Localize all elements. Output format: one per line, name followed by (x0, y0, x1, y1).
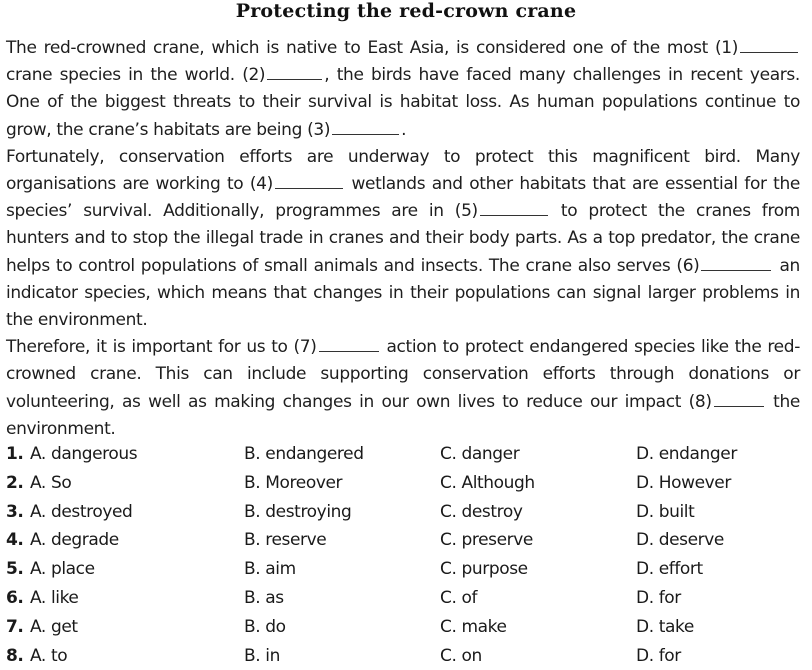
option-d[interactable]: D. built (636, 501, 695, 522)
blank-number: (2) (242, 65, 266, 86)
option-b[interactable]: B. endangered (244, 444, 364, 464)
option-d[interactable]: D. However (636, 472, 731, 493)
blank-number: (7) (293, 337, 317, 358)
passage-text: wetlands and other habitats that are essential for the species’ survival. Additionally, programmes are in (6, 174, 801, 222)
blank-4[interactable] (275, 175, 343, 189)
question-row (6, 613, 806, 642)
option-c[interactable]: C. make (440, 616, 507, 637)
option-a[interactable]: A. place (30, 559, 95, 580)
blank-number: (6) (676, 255, 700, 276)
answer-options (6, 440, 806, 670)
paragraph-3 (6, 334, 800, 443)
option-d[interactable]: D. for (636, 645, 681, 666)
question-number: 1. (6, 444, 24, 464)
option-a[interactable]: A. destroyed (30, 501, 133, 522)
blank-8[interactable] (714, 393, 764, 407)
question-row (6, 642, 806, 670)
option-d[interactable]: D. effort (636, 559, 703, 580)
question-number: 3. (6, 501, 24, 522)
blank-6[interactable] (701, 257, 771, 271)
option-d[interactable]: D. take (636, 616, 694, 637)
question-row (6, 469, 806, 498)
option-a[interactable]: A. So (30, 472, 72, 493)
option-c[interactable]: C. destroy (440, 501, 523, 522)
paragraph-1 (6, 35, 800, 144)
passage-text: Fortunately, conservation efforts are underway to protect this magnificent bird. Many organisations are working to (6, 146, 800, 195)
option-c[interactable]: C. danger (440, 444, 520, 464)
option-a[interactable]: A. dangerous (30, 444, 138, 464)
option-a[interactable]: A. get (30, 616, 78, 637)
option-b[interactable]: B. as (244, 587, 284, 608)
question-number: 4. (6, 530, 24, 551)
question-number: 6. (6, 587, 24, 608)
blank-number: (8) (688, 391, 712, 412)
paragraph-2 (6, 144, 800, 334)
passage-text: The red-crowned crane, which is native to East Asia, is considered one of the most (6, 38, 708, 58)
blank-1[interactable] (740, 39, 798, 53)
passage-text: . (401, 119, 407, 140)
option-b[interactable]: B. Moreover (244, 472, 343, 493)
question-row (6, 555, 806, 584)
question-number: 2. (6, 472, 24, 493)
passage-text: , the birds have faced many challenges in recent years. One of the biggest threats to their survival is habitat loss. As human populations continue to grow, the crane’s habitats are being (6, 65, 800, 140)
option-a[interactable]: A. degrade (30, 530, 119, 551)
option-b[interactable]: B. destroying (244, 501, 352, 522)
option-c[interactable]: C. preserve (440, 530, 533, 551)
option-b[interactable]: B. reserve (244, 530, 327, 551)
option-c[interactable]: C. Although (440, 472, 535, 493)
blank-number: (3) (307, 119, 331, 140)
blank-number: (1) (714, 38, 739, 58)
question-row (6, 526, 806, 555)
question-number: 5. (6, 559, 24, 580)
option-b[interactable]: B. aim (244, 559, 296, 580)
passage-text: to protect the cranes from hunters and to stop the illegal trade in cranes and their body parts. As a top predator, the crane helps to control populations of small animals and insects. The crane also serves (6, 201, 800, 276)
passage-text: crane species in the world. (6, 65, 235, 86)
option-b[interactable]: B. do (244, 616, 286, 637)
question-number: 8. (6, 645, 24, 666)
question-row (6, 584, 806, 613)
blank-7[interactable] (319, 338, 379, 352)
blank-2[interactable] (267, 66, 322, 80)
blank-3[interactable] (332, 121, 399, 135)
blank-5[interactable] (480, 202, 548, 216)
option-d[interactable]: D. deserve (636, 530, 724, 551)
question-row (6, 440, 806, 469)
option-d[interactable]: D. endanger (636, 444, 737, 464)
option-a[interactable]: A. to (30, 645, 68, 666)
passage-text: action to protect endangered species like the red-crowned crane. This can include supporting conservation efforts through donations or volunteering, as well as making changes in our own lives to reduce our impact (6, 337, 800, 412)
option-d[interactable]: D. for (636, 587, 681, 608)
page-title: Protecting the red-crown crane (235, 0, 577, 22)
option-c[interactable]: C. on (440, 645, 482, 666)
passage-text: the environment. (6, 391, 800, 439)
blank-number: (5) (454, 201, 478, 222)
option-a[interactable]: A. like (30, 587, 79, 608)
option-c[interactable]: C. of (440, 587, 478, 608)
reading-passage (6, 35, 800, 443)
question-number: 7. (6, 616, 24, 637)
question-row (6, 498, 806, 527)
option-b[interactable]: B. in (244, 645, 280, 666)
passage-text: an indicator species, which means that changes in their populations can signal larger problems in the environment. (6, 255, 800, 331)
option-c[interactable]: C. purpose (440, 559, 528, 580)
passage-text: Therefore, it is important for us to (6, 337, 288, 358)
blank-number: (4) (249, 174, 273, 195)
